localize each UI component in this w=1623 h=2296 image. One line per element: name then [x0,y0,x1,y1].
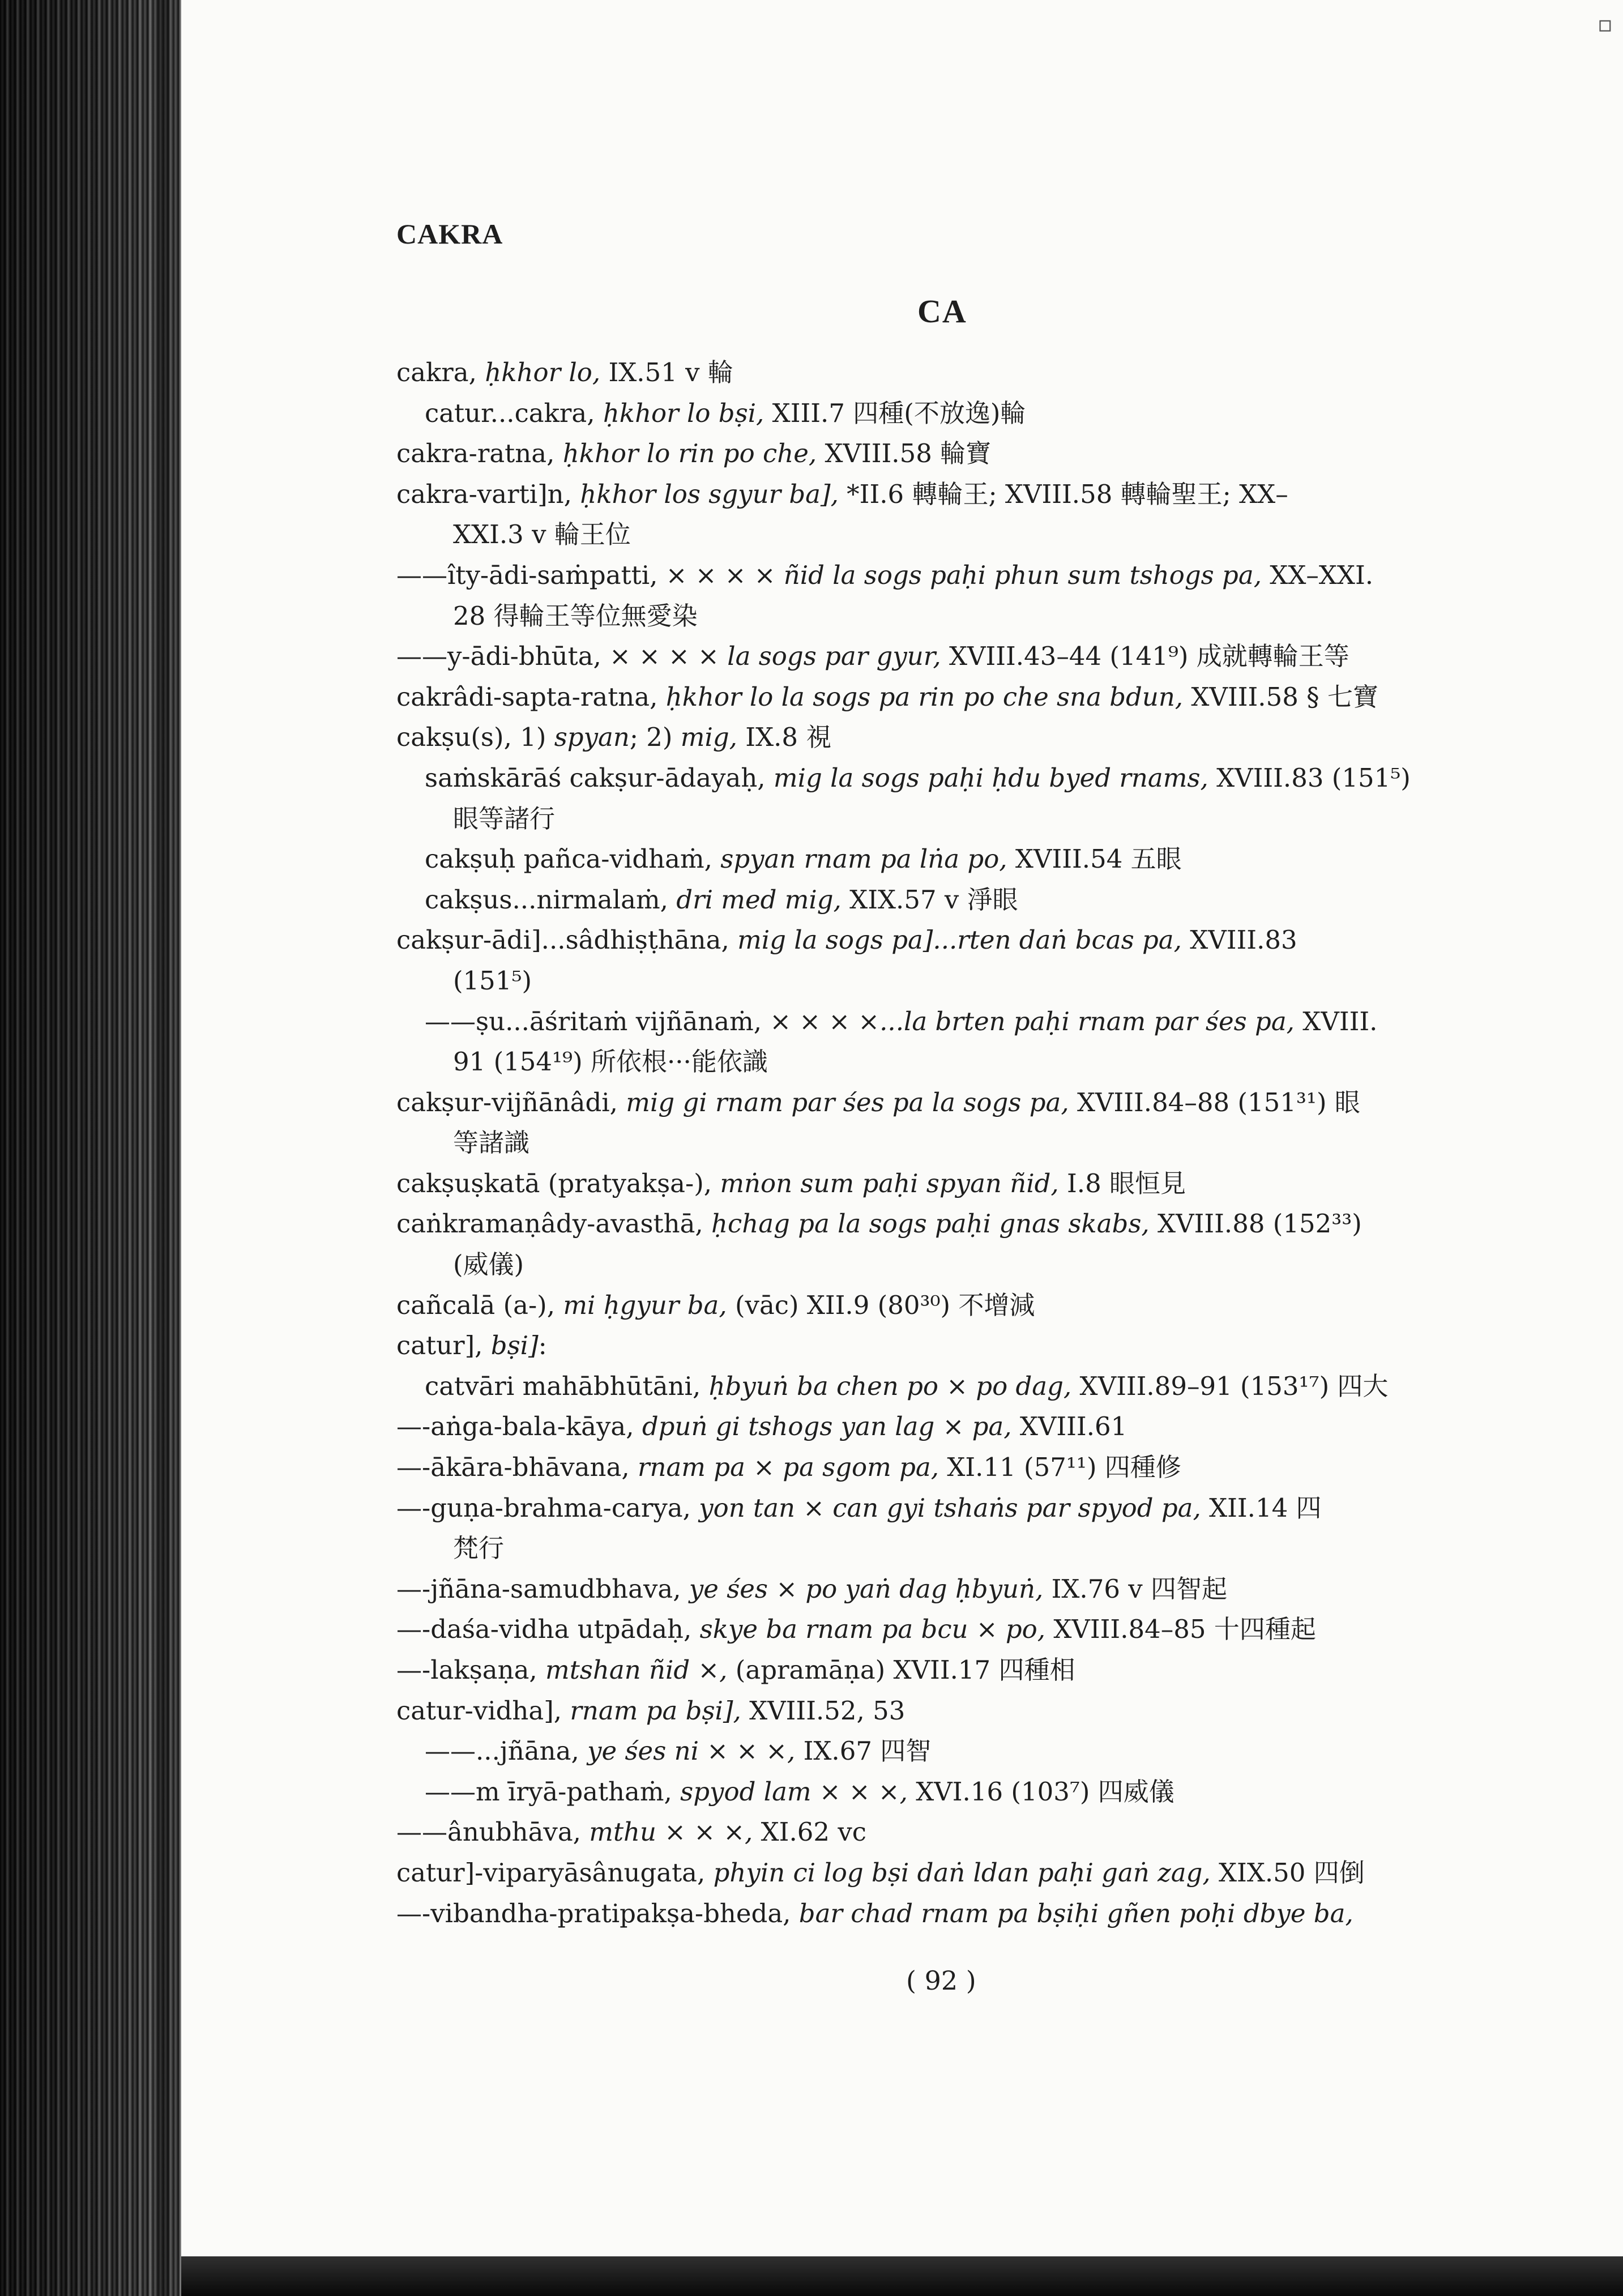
tibetan-equivalent: ye śes × po yaṅ dag ḥbyuṅ, [689,1573,1044,1604]
tibetan-equivalent: spyan rnam pa lṅa po, [720,844,1007,874]
entry-text: —-jñāna-samudbhava, [396,1573,689,1604]
entry-text: ——y-ādi-bhūta, × × × × [396,641,728,672]
entry-text: XVI.16 (103⁷) 四威儀 [907,1776,1174,1807]
tibetan-equivalent: phyin ci log bṣi daṅ ldan paḥi gaṅ zag, [713,1857,1211,1888]
dictionary-entry-line [396,1001,1506,1042]
dictionary-entry-line [396,352,1506,393]
dictionary-entry-line [396,839,1506,880]
dictionary-entry-line [396,1204,1506,1244]
entry-text: XIII.7 四種(不放逸)輪 [764,398,1026,428]
dictionary-entry-line [396,1163,1506,1204]
entry-text: —-lakṣaṇa, [396,1655,546,1685]
entry-text: XVIII.83 [1181,925,1297,955]
tibetan-equivalent: rnam pa bṣi], [570,1695,741,1726]
entry-text: catvāri mahābhūtāni, [425,1371,709,1401]
tibetan-equivalent: dri med mig, [676,884,842,915]
entry-text: cakra-varti]n, [396,479,580,509]
dictionary-entry-line [396,1650,1506,1691]
entry-text: cakra, [396,357,485,387]
entry-text: XII.14 四 [1201,1492,1322,1523]
dictionary-entry-line [396,1447,1506,1488]
entry-text: I.8 眼恒見 [1058,1168,1186,1198]
entry-text: ——ânubhāva, [396,1817,590,1847]
entry-text: catur...cakra, [425,398,603,428]
tibetan-equivalent: mṅon sum paḥi spyan ñid, [720,1168,1059,1198]
dictionary-entry-line [396,880,1506,920]
tibetan-equivalent: la sogs par gyur, [727,641,941,672]
dictionary-entry-line [396,1406,1506,1447]
entry-text: XVIII.83 (151⁵) [1208,762,1411,793]
entry-text: IX.8 視 [737,722,832,753]
entry-text: (151⁵) [453,965,532,996]
entry-text: IX.51 v 輪 [600,357,733,387]
entry-text: 等諸識 [453,1128,530,1158]
tibetan-equivalent: rnam pa × pa sgom pa, [637,1452,939,1483]
dictionary-entry-line [396,1366,1506,1407]
entry-text: XIX.57 v 淨眼 [841,884,1018,915]
tibetan-equivalent: ḥbyuṅ ba chen po × po dag, [708,1371,1072,1401]
corner-mark: ▫ [1597,11,1613,37]
entry-text: ; 2) [629,722,681,753]
dictionary-entry-line [396,1488,1506,1529]
tibetan-equivalent: ye śes ni × × ×, [587,1736,796,1766]
entry-text: XX–XXI. [1262,560,1374,590]
entry-text: 梵行 [453,1533,505,1564]
entry-text: XVIII.52, 53 [741,1695,906,1726]
entry-text: —-aṅga-bala-kāya, [396,1411,642,1442]
entry-text: caṅkramaṇâdy-avasthā, [396,1209,712,1239]
entry-text: cakṣur-ādi]...sâdhiṣṭhāna, [396,925,738,955]
dictionary-entries [396,352,1506,1934]
tibetan-equivalent: mig la sogs pa]...rten daṅ bcas pa, [737,925,1182,955]
entry-text: XVIII.84–85 十四種起 [1045,1614,1316,1645]
dictionary-entry-line [396,393,1506,434]
entry-text: catur]-viparyāsânugata, [396,1857,714,1888]
entry-text: cakra-ratna, [396,438,563,469]
entry-text: XVIII.88 (152³³) [1149,1209,1362,1239]
tibetan-equivalent: bṣi] [490,1330,539,1361]
dictionary-entry-line [396,1812,1506,1853]
entry-text: XXI.3 v 輪王位 [453,519,631,550]
entry-text: XVIII.43–44 (141⁹) 成就轉輪王等 [941,641,1349,672]
tibetan-equivalent: ḥkhor lo bṣi, [603,398,764,428]
entry-text: (apramāṇa) XVII.17 四種相 [727,1655,1075,1685]
tibetan-equivalent: mtshan ñid ×, [545,1655,728,1685]
entry-continuation-line [396,514,1506,555]
entry-text: cakṣu(s), 1) [396,722,554,753]
tibetan-equivalent: ḥkhor lo, [485,357,601,387]
entry-continuation-line [396,596,1506,637]
entry-text: catur], [396,1330,491,1361]
tibetan-equivalent: mig gi rnam par śes pa la sogs pa, [626,1087,1069,1117]
dictionary-entry-line [396,1285,1506,1326]
entry-text: : [538,1330,547,1361]
entry-continuation-line [396,1528,1506,1569]
entry-text: IX.76 v 四智起 [1043,1573,1228,1604]
tibetan-equivalent: mig, [680,722,737,753]
dictionary-entry-line [396,1731,1506,1772]
tibetan-equivalent: mi ḥgyur ba, [563,1290,727,1320]
dictionary-entry-line [396,1082,1506,1123]
scan-bottom-border [181,2256,1623,2296]
entry-text: XVIII. [1295,1006,1378,1036]
tibetan-equivalent: spyod lam × × ×, [680,1776,908,1807]
dictionary-entry-line [396,1772,1506,1812]
entry-text: —-daśa-vidha utpādaḥ, [396,1614,700,1645]
dictionary-entry-line [396,433,1506,474]
entry-text: cakṣuṣkatā (pratyakṣa-), [396,1168,720,1198]
entry-text: XIX.50 四倒 [1210,1857,1365,1888]
tibetan-equivalent: ḥkhor lo la sogs pa rin po che sna bdun, [665,681,1184,712]
entry-text: cakṣus...nirmalaṁ, [425,884,677,915]
entry-text: (威儀) [453,1249,524,1280]
entry-text: XVIII.84–88 (151³¹) 眼 [1069,1087,1360,1117]
entry-text: ——îty-ādi-saṁpatti, × × × × [396,560,784,590]
tibetan-equivalent: ñid la sogs paḥi phun sum tshogs pa, [783,560,1262,590]
entry-text: XVIII.89–91 (153¹⁷) 四大 [1071,1371,1389,1401]
dictionary-entry-line [396,636,1506,677]
entry-text: XVIII.61 [1011,1411,1127,1442]
entry-text: catur-vidha], [396,1695,570,1726]
entry-text: 眼等諸行 [453,803,556,834]
dictionary-entry-line [396,1893,1506,1934]
tibetan-equivalent: spyan [554,722,630,753]
entry-continuation-line [396,1042,1506,1082]
dictionary-entry-line [396,920,1506,961]
dictionary-entry-line [396,1691,1506,1731]
entry-text: XI.62 vc [753,1817,866,1847]
tibetan-equivalent: yon tan × can gyi tshaṅs par spyod pa, [699,1492,1201,1523]
entry-text: ——...jñāna, [425,1736,588,1766]
entry-text: cakṣuḥ pañca-vidhaṁ, [425,844,721,874]
entry-text: XVIII.58 輪寶 [817,438,992,469]
dictionary-entry-line [396,555,1506,596]
entry-text: *II.6 轉輪王; XVIII.58 轉輪聖王; XX– [838,479,1288,509]
entry-text: XVIII.54 五眼 [1007,844,1182,874]
tibetan-equivalent: ḥkhor los sgyur ba], [580,479,839,509]
entry-text: IX.67 四智 [795,1736,932,1766]
entry-continuation-line [396,1244,1506,1285]
dictionary-entry-line [396,717,1506,758]
section-heading: CA [917,293,967,330]
entry-text: —-ākāra-bhāvana, [396,1452,638,1483]
entry-text: (vāc) XII.9 (80³⁰) 不增減 [727,1290,1035,1320]
entry-text: ——ṣu...āśritaṁ vijñānaṁ, × × × × [425,1006,880,1036]
entry-text: XI.11 (57¹¹) 四種修 [939,1452,1181,1483]
tibetan-equivalent: dpuṅ gi tshogs yan lag × pa, [642,1411,1012,1442]
running-head: CAKRA [396,218,503,250]
dictionary-entry-line [396,1325,1506,1366]
dictionary-entry-line [396,474,1506,515]
page-number: ( 92 ) [906,1965,976,1996]
dictionary-entry-line [396,1609,1506,1650]
entry-text: saṁskārāś cakṣur-ādayaḥ, [425,762,774,793]
dictionary-entry-line [396,758,1506,799]
entry-text: 91 (154¹⁹) 所依根···能依識 [453,1047,768,1077]
entry-text: 28 得輪王等位無愛染 [453,600,698,631]
entry-continuation-line [396,961,1506,1001]
tibetan-equivalent: mthu × × ×, [589,1817,753,1847]
dictionary-entry-line [396,677,1506,718]
book-spine-edge [0,0,181,2296]
tibetan-equivalent: bar chad rnam pa bṣiḥi gñen poḥi dbye ba, [798,1898,1353,1928]
entry-continuation-line [396,1123,1506,1163]
entry-continuation-line [396,799,1506,839]
tibetan-equivalent: ḥkhor lo rin po che, [562,438,817,469]
tibetan-equivalent: ...la brten paḥi rnam par śes pa, [879,1006,1295,1036]
entry-text: —-vibandha-pratipakṣa-bheda, [396,1898,799,1928]
tibetan-equivalent: skye ba rnam pa bcu × po, [699,1614,1046,1645]
entry-text: cakṣur-vijñānâdi, [396,1087,626,1117]
entry-text: cañcalā (a-), [396,1290,563,1320]
tibetan-equivalent: mig la sogs paḥi ḥdu byed rnams, [773,762,1208,793]
entry-text: cakrâdi-sapta-ratna, [396,681,666,712]
entry-text: ——m īryā-pathaṁ, [425,1776,681,1807]
entry-text: XVIII.58 § 七寶 [1183,681,1378,712]
tibetan-equivalent: ḥchag pa la sogs paḥi gnas skabs, [711,1209,1150,1239]
dictionary-entry-line [396,1853,1506,1893]
dictionary-entry-line [396,1569,1506,1610]
entry-text: —-guṇa-brahma-carya, [396,1492,699,1523]
